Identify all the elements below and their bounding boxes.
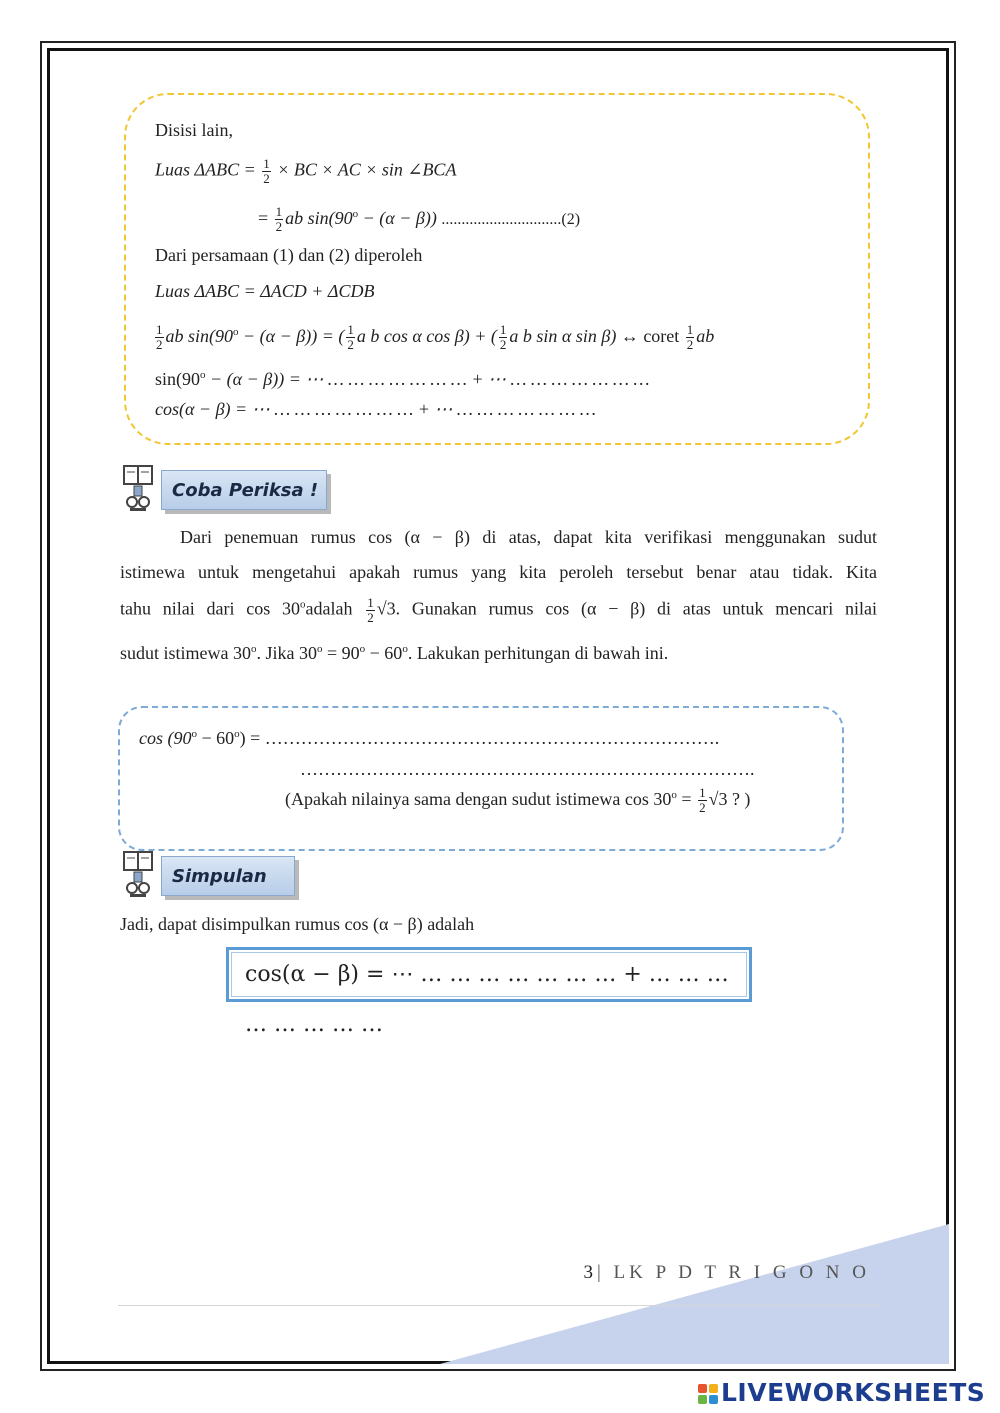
eq2-expression: ab sin(90 [285, 208, 353, 228]
coret-text: ↔ coret [620, 326, 680, 346]
footer-divider [118, 1305, 881, 1306]
p3-part-a: tahu nilai dari cos 30 [120, 598, 300, 619]
frac-num: 1 [499, 322, 507, 338]
fraction-half [275, 205, 284, 234]
long-equation [153, 320, 714, 352]
fraction-half [698, 786, 707, 815]
calc-line1-b: − 60 [197, 728, 235, 748]
coba-periksa-label: Coba Periksa ! [161, 470, 327, 510]
liveworksheets-brand[interactable] [698, 1376, 985, 1410]
luas-formula [155, 157, 456, 186]
frac-num: 1 [347, 322, 354, 338]
paragraph-line-1: Dari penemuan rumus cos (α − β) di atas, dapat kita verifikasi menggunakan sudut [180, 527, 877, 547]
frac-num: 1 [686, 322, 694, 338]
frac-num: 1 [263, 156, 270, 171]
p3-part-b: adalah [305, 598, 353, 619]
degree-mark: o [352, 208, 359, 220]
frac-den: 2 [347, 337, 354, 353]
sin-line-b: − (α − β)) = ⋯ … … … … … … … + ⋯ … … … … … … … [205, 369, 650, 389]
degree-mark: o [299, 598, 306, 611]
long-eq-part-a: ab sin(90 [165, 326, 233, 346]
calc-line1-a: cos (90 [139, 728, 192, 748]
long-eq-part-c: a b cos α cos β) + ( [356, 326, 497, 346]
derivation-box [124, 93, 870, 445]
frac-den: 2 [367, 610, 374, 625]
frac-den: 2 [263, 171, 270, 186]
degree-mark: o [200, 369, 206, 381]
long-eq-part-b: − (α − β)) = ( [238, 326, 345, 346]
fraction-half [686, 323, 695, 352]
simpulan-label: Simpulan [161, 856, 295, 896]
frac-num: 1 [156, 322, 163, 338]
page-number: 3 [583, 1262, 593, 1283]
degree-mark: o [191, 728, 197, 740]
frac-den: 2 [686, 337, 694, 353]
calc-question [285, 783, 750, 815]
p3-part-c: √3. Gunakan rumus cos (α − β) di atas untuk mencari nilai [376, 598, 877, 619]
fraction-half [262, 157, 271, 186]
calc-answer-field-2[interactable]: …………………………………………………………………. [300, 759, 755, 779]
brand-name: LIVEWORKSHEETS [721, 1378, 986, 1407]
liveworksheets-logo-icon [698, 1384, 718, 1404]
book-icon [122, 850, 158, 898]
luas-expression: × BC × AC × sin ∠BCA [277, 159, 457, 180]
paragraph-line-3 [120, 596, 877, 625]
page-footer [560, 1262, 870, 1284]
frac-den: 2 [275, 219, 283, 235]
equation-2 [258, 202, 580, 234]
p4-part-a: sudut istimewa 30 [120, 643, 251, 663]
p4-part-d: − 60 [365, 643, 403, 663]
calc-answer-field-1[interactable]: ) = …………………………………………………………………. [239, 728, 720, 748]
paragraph-line-2: istimewa untuk mengetahui apakah rumus yang kita peroleh tersebut benar atau tidak. Kita [120, 562, 877, 582]
calc-line-1[interactable] [139, 722, 719, 750]
p4-part-c: = 90 [322, 643, 360, 663]
frac-num: 1 [367, 595, 374, 610]
long-eq-part-d: a b sin α sin β) [509, 326, 617, 346]
eq2-dots: ..............................(2) [441, 211, 581, 228]
p4-part-b: . Jika 30 [256, 643, 317, 663]
coret-tail: ab [696, 326, 715, 346]
dari-persamaan-text: Dari persamaan (1) dan (2) diperoleh [155, 245, 423, 265]
degree-mark: o [359, 643, 366, 655]
calc-q-b: = [676, 789, 692, 809]
simpulan-text: Jadi, dapat disimpulkan rumus cos (α − β) adalah [120, 914, 475, 934]
calc-q-a: (Apakah nilainya sama dengan sudut istimewa cos 30 [285, 789, 672, 809]
frac-den: 2 [499, 337, 507, 353]
degree-mark: o [251, 643, 257, 655]
p4-part-e: . Lakukan perhitungan di bawah ini. [407, 643, 669, 663]
document-title: | LK P D T R I G O N O [596, 1262, 870, 1283]
sin-line-a: sin(90 [155, 369, 200, 389]
luas-sum: Luas ΔABC = ΔACD + ΔCDB [155, 281, 375, 301]
paragraph-line-4 [120, 643, 877, 664]
frac-num: 1 [275, 204, 283, 220]
degree-mark: o [234, 728, 240, 740]
frac-den: 2 [699, 800, 706, 816]
intro-text: Disisi lain, [155, 120, 234, 140]
frac-den: 2 [156, 337, 163, 353]
calc-q-c: √3 ? ) [708, 789, 751, 809]
fraction-half [346, 323, 355, 352]
conclusion-formula-box[interactable]: cos(α − β) = ⋯ … … … … … … … + … … … … … … … … [226, 947, 752, 1002]
fraction-half [155, 323, 164, 352]
frac-num: 1 [699, 785, 706, 801]
sin-line [155, 363, 650, 391]
degree-mark: o [671, 789, 677, 801]
fraction-half [499, 323, 508, 352]
degree-mark: o [317, 643, 323, 655]
luas-label: Luas ΔABC = [155, 159, 256, 180]
equals-sign: = [258, 208, 269, 228]
degree-mark: o [233, 326, 239, 338]
book-icon [122, 464, 158, 512]
eq2-tail: − (α − β)) [358, 208, 437, 228]
degree-mark: o [402, 643, 408, 655]
fraction-half [366, 596, 375, 625]
cos-line: cos(α − β) = ⋯ … … … … … … … + ⋯ … … … … … … … [155, 399, 596, 419]
